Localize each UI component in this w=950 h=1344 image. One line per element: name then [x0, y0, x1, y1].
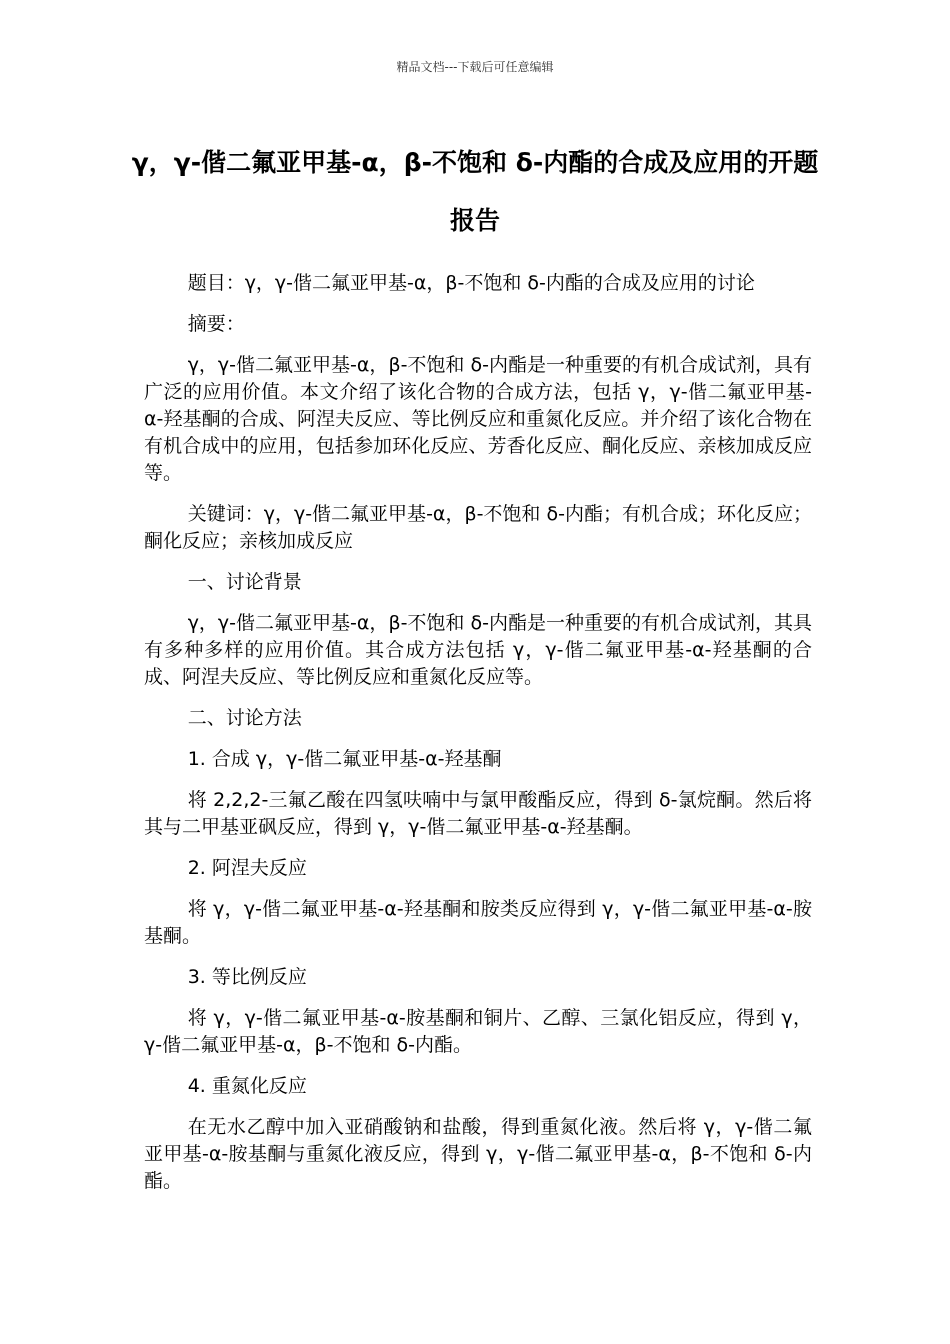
section-heading-methods: 二、讨论方法: [187, 707, 302, 729]
keywords-paragraph: 关键词：γ，γ-偕二氟亚甲基-α，β-不饱和 δ-内酯；有机合成；环化反应；酮化反应；亲核加成反应: [144, 503, 812, 552]
document-body: [144, 270, 812, 1209]
method-paragraph-3: 将 γ，γ-偕二氟亚甲基-α-胺基酮和铜片、乙醇、三氯化铝反应，得到 γ，γ-偕二氟亚甲基-α，β-不饱和 δ-内酯。: [144, 1007, 812, 1056]
method-paragraph-4: 在无水乙醇中加入亚硝酸钠和盐酸，得到重氮化液。然后将 γ，γ-偕二氟亚甲基-α-胺基酮与重氮化液反应，得到 γ，γ-偕二氟亚甲基-α，β-不饱和 δ-内酯。: [144, 1116, 812, 1192]
page-header: 精品文档---下载后可任意编辑: [396, 60, 554, 74]
method-heading-1: 1. 合成 γ，γ-偕二氟亚甲基-α-羟基酮: [187, 748, 502, 770]
method-heading-3: 3. 等比例反应: [187, 966, 307, 988]
method-heading-4: 4. 重氮化反应: [187, 1075, 307, 1097]
background-paragraph: γ，γ-偕二氟亚甲基-α，β-不饱和 δ-内酯是一种重要的有机合成试剂，其具有多种多样的应用价值。其合成方法包括 γ，γ-偕二氟亚甲基-α-羟基酮的合成、阿涅夫反应、等比例反应和重氮化反应等。: [144, 612, 812, 688]
method-paragraph-1: 将 2,2,2-三氟乙酸在四氢呋喃中与氯甲酸酯反应，得到 δ-氯烷酮。然后将其与二甲基亚砜反应，得到 γ，γ-偕二氟亚甲基-α-羟基酮。: [144, 789, 812, 838]
abstract-paragraph: γ，γ-偕二氟亚甲基-α，β-不饱和 δ-内酯是一种重要的有机合成试剂，具有广泛的应用价值。本文介绍了该化合物的合成方法，包括 γ，γ-偕二氟亚甲基-α-羟基酮的合成、阿涅夫反应、等比例反应和重氮化反应。并介绍了该化合物在有机合成中的应用，包括参加环化反应、芳香化反应、酮化反应、亲核加成反应等。: [144, 354, 812, 484]
abstract-heading: 摘要：: [187, 313, 245, 335]
document-title: γ，γ-偕二氟亚甲基-α，β-不饱和 δ-内酯的合成及应用的开题报告: [131, 148, 819, 235]
topic-line: 题目：γ，γ-偕二氟亚甲基-α，β-不饱和 δ-内酯的合成及应用的讨论: [187, 272, 755, 294]
section-heading-background: 一、讨论背景: [187, 571, 302, 593]
method-heading-2: 2. 阿涅夫反应: [187, 857, 307, 879]
method-paragraph-2: 将 γ，γ-偕二氟亚甲基-α-羟基酮和胺类反应得到 γ，γ-偕二氟亚甲基-α-胺基酮。: [144, 898, 812, 947]
